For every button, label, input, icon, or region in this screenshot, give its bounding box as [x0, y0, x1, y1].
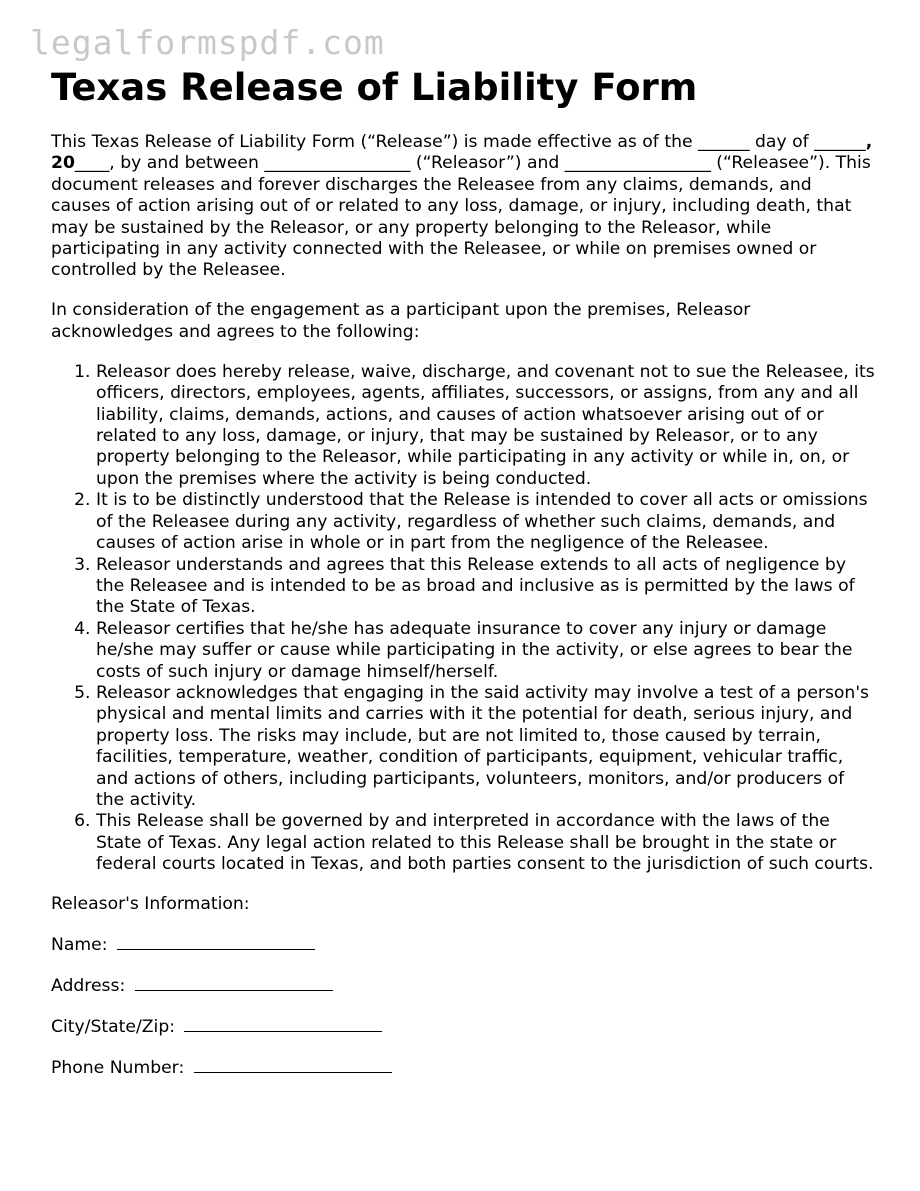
city-state-zip-blank-line[interactable] [184, 1016, 382, 1032]
consideration-paragraph: In consideration of the engagement as a participant upon the premises, Releasor acknowledges and agrees to the following: [51, 300, 751, 342]
address-field-row [51, 975, 875, 997]
phone-blank-line[interactable] [194, 1057, 392, 1073]
name-label: Name: [51, 935, 108, 956]
document-body [51, 132, 875, 1098]
address-label: Address: [51, 976, 126, 997]
terms-list [51, 362, 875, 876]
intro-paragraph [51, 132, 875, 282]
term-item: 6. This Release shall be governed by and interpreted in accordance with the laws of the State of Texas. Any legal action related to this Release shall be brought in the state or federal courts located in Texas, and both parties consent to the jurisdiction of such courts. [96, 811, 875, 875]
intro-text-rest: ____, by and between _________________ (“Releasor”) and _________________ (“Releasee”). This document releases and forever discharges the Releasee from any claims, demands, and causes of action arising out of or related to any loss, damage, or injury, including death, that may be sustained by the Releasor, or any property belonging to the Releasor, while participating in any activity connected with the Releasee, or while on premises owned or controlled by the Releasee. [51, 153, 871, 281]
address-blank-line[interactable] [135, 975, 333, 991]
page-title: Texas Release of Liability Form [51, 66, 698, 109]
term-item: 4. Releasor certifies that he/she has adequate insurance to cover any injury or damage he/she may suffer or cause while participating in the activity, or else agrees to bear the costs of such injury or damage himself/herself. [96, 619, 875, 683]
term-item: 1. Releasor does hereby release, waive, discharge, and covenant not to sue the Releasee, its officers, directors, employees, agents, affiliates, successors, or assigns, from any and all liability, claims, demands, actions, and causes of action whatsoever arising out of or related to any loss, damage, or injury, that may be sustained by Releasor, or to any property belonging to the Releasor, while participating in any activity or while in, on, or upon the premises where the activity is being conducted. [96, 362, 875, 490]
term-item: 2. It is to be distinctly understood that the Release is intended to cover all acts or omissions of the Releasee during any activity, regardless of whether such claims, demands, and causes of action arise in whole or in part from the negligence of the Releasee. [96, 490, 875, 554]
city-state-zip-field-row [51, 1016, 875, 1038]
intro-year-prefix: , 20 [51, 132, 873, 174]
phone-label: Phone Number: [51, 1058, 185, 1079]
term-item: 5. Releasor acknowledges that engaging in the said activity may involve a test of a person's physical and mental limits and carries with it the potential for death, serious injury, and property loss. The risks may include, but are not limited to, those caused by terrain, facilities, temperature, weather, condition of participants, equipment, vehicular traffic, and actions of others, including participants, volunteers, monitors, and/or producers of the activity. [96, 683, 875, 811]
releasor-info-heading: Releasor's Information: [51, 894, 250, 915]
phone-field-row [51, 1057, 875, 1079]
name-blank-line[interactable] [117, 934, 315, 950]
watermark: legalformspdf.com [30, 23, 385, 62]
intro-text-start: This Texas Release of Liability Form (“Release”) is made effective as of the ______ day of ______ [51, 132, 866, 152]
name-field-row [51, 934, 875, 956]
term-item: 3. Releasor understands and agrees that this Release extends to all acts of negligence by the Releasee and is intended to be as broad and inclusive as is permitted by the laws of the State of Texas. [96, 555, 875, 619]
city-state-zip-label: City/State/Zip: [51, 1017, 176, 1038]
